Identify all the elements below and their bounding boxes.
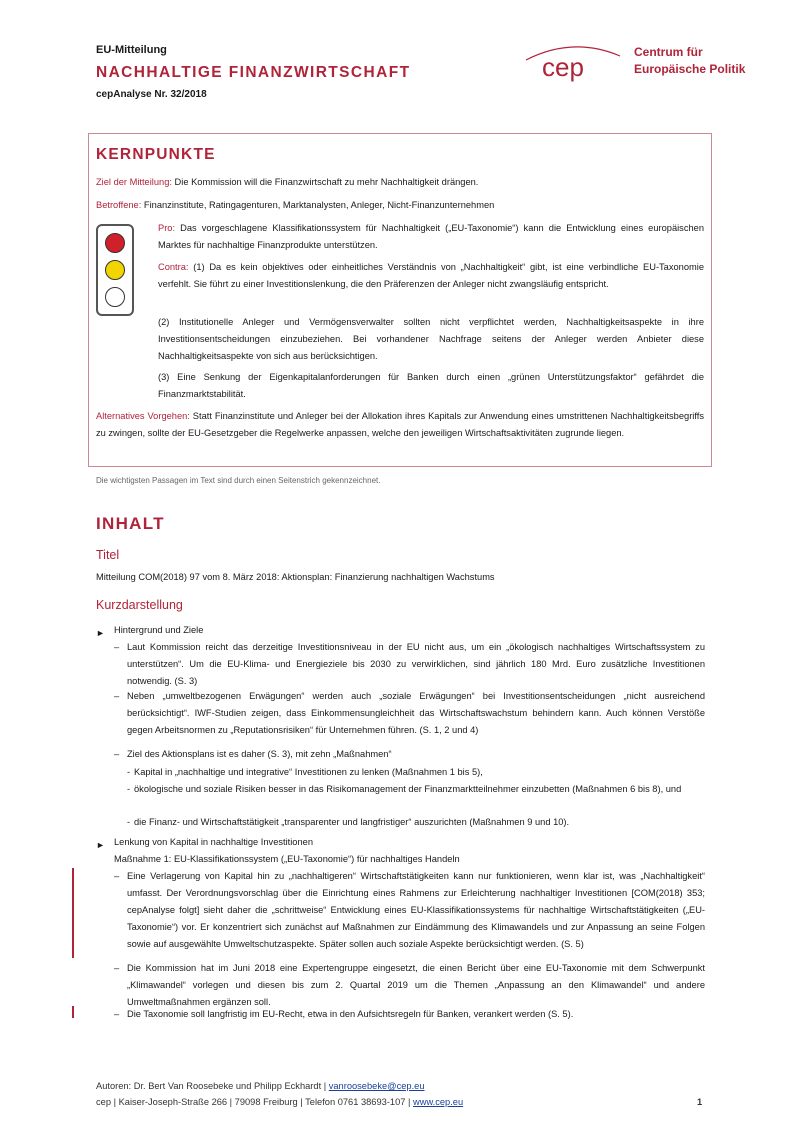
titel-heading: Titel <box>96 548 120 562</box>
analysis-number: cepAnalyse Nr. 32/2018 <box>96 89 207 100</box>
titel-text: Mitteilung COM(2018) 97 vom 8. März 2018: Aktionsplan: Finanzierung nachhaltigen Wachstums <box>96 572 495 582</box>
alternative-label: Alternatives Vorgehen: <box>96 411 190 421</box>
dash-icon: – <box>114 749 120 759</box>
alternative-text: Statt Finanzinstitute und Anleger bei der Allokation ihres Kapitals zur Anwendung eines umstrittenen Nachhaltigkeitsbegriffs zu zwingen, sollte der EU-Gesetzgeber die Regelwerke anpassen, welche den jeweiligen Wirtschaftsaktivitäten zugrunde liegen. <box>96 411 705 438</box>
betroffene-line <box>96 197 696 214</box>
sub-dash-icon: - <box>127 767 131 777</box>
dash-icon: – <box>114 642 120 652</box>
alternative-paragraph <box>96 408 704 442</box>
ziel-line <box>96 174 696 191</box>
document-kind: EU-Mitteilung <box>96 44 167 56</box>
org-name-line2: Europäische Politik <box>634 62 746 76</box>
contra-paragraph <box>158 259 704 293</box>
goal-item-3: die Finanz- und Wirtschaftstätigkeit „transparenter und langfristiger“ auszurichten (Maßnahmen 9 und 10). <box>134 817 570 827</box>
inhalt-title: INHALT <box>96 514 165 533</box>
measure-1-point-3: Die Taxonomie soll langfristig im EU-Recht, etwa in den Aufsichtsregeln für Banken, verankert werden (S. 5). <box>127 1009 574 1019</box>
dash-icon: – <box>114 691 120 701</box>
goal-item-1: Kapital in „nachhaltige und integrative“ Investitionen zu lenken (Maßnahmen 1 bis 5), <box>134 767 483 777</box>
bullet-heading-background: Hintergrund und Ziele <box>114 625 204 635</box>
background-point-2: Neben „umweltbezogenen Erwägungen“ werden auch „soziale Erwägungen“ bei Investitionsentscheidungen „nicht ausreichend berücksichtigt“. IWF-Studien zeigen, dass Einkommensungleichheit das Wirtschaftswachstum behindern kann. Auch können Verstöße gegen Arbeitsnormen zu „Reputationsrisiken“ für Unternehmen führen. (S. 1, 2 und 4) <box>127 691 705 735</box>
authors-text: Autoren: Dr. Bert Van Roosebeke und Philipp Eckhardt | <box>96 1081 329 1091</box>
white-lamp <box>105 287 125 307</box>
org-name-line1: Centrum für <box>634 45 703 59</box>
address-text: cep | Kaiser-Joseph-Straße 266 | 79098 Freiburg | Telefon 0761 38693-107 | <box>96 1097 414 1107</box>
kernpunkte-title: KERNPUNKTE <box>96 146 216 163</box>
website-link[interactable]: www.cep.eu <box>413 1097 464 1107</box>
author-email-link[interactable]: vanroosebeke@cep.eu <box>328 1081 425 1091</box>
measure-1-point-1: Eine Verlagerung von Kapital hin zu „nachhaltigeren“ Wirtschaftstätigkeiten kann nur funktionieren, wenn klar ist, was „Nachhaltigkeit“ umfasst. Der Verordnungsvorschlag über die Einrichtung eines Rahmens zur Erleichterung nachhaltiger Investitionen [COM(2018) 353; cepAnalyse folgt] sieht daher die „schrittweise“ Entwicklung eines EU-Klassifikationssystems für nachhaltige Wirtschaftstätigkeiten („EU-Taxonomie“) vor. Er konzentriert sich zunächst auf Maßnahmen zur Eindämmung des Klimawandels und zur Anpassung an seine Folgen sowie auf ausgewählte Umweltschutzaspekte. Später sollen auch soziale Aspekte berücksichtigt werden. (S. 5) <box>127 871 705 949</box>
dash-icon: – <box>114 963 120 973</box>
pro-label: Pro: <box>158 223 176 233</box>
contra-label: Contra: <box>158 262 189 272</box>
footer-address <box>96 1097 463 1107</box>
traffic-light-icon <box>96 224 134 316</box>
footer-authors <box>96 1081 425 1091</box>
margin-marker <box>72 1006 74 1018</box>
betroffene-text: Finanzinstitute, Ratingagenturen, Marktanalysten, Anleger, Nicht-Finanzunternehmen <box>141 200 495 210</box>
goal-item-2: ökologische und soziale Risiken besser in das Risikomanagement der Finanzmarktteilnehmer einzubetten (Maßnahmen 6 bis 8), und <box>134 784 682 794</box>
sub-dash-icon: - <box>127 784 131 794</box>
bullet-arrow-icon: ► <box>96 840 105 850</box>
dash-icon: – <box>114 1009 120 1019</box>
betroffene-label: Betroffene: <box>96 200 142 210</box>
margin-marker <box>72 868 74 958</box>
ziel-label: Ziel der Mitteilung: <box>96 177 172 187</box>
ziel-text: Die Kommission will die Finanzwirtschaft zu mehr Nachhaltigkeit drängen. <box>171 177 479 187</box>
dash-icon: – <box>114 871 120 881</box>
logo-word: cep <box>542 52 584 82</box>
org-name <box>634 44 745 78</box>
background-point-1: Laut Kommission reicht das derzeitige Investitionsniveau in der EU nicht aus, um ein „ökologisch nachhaltiges Wirtschaftssystem zu unterstützen“. Um die EU-Klima- und Energieziele bis 2030 zu verwirklichen, sind jährlich 180 Mrd. Euro zusätzliche Investitionen notwendig. (S. 3) <box>127 642 705 686</box>
kurzdarstellung-heading: Kurzdarstellung <box>96 598 183 612</box>
contra-point-2: (2) Institutionelle Anleger und Vermögensverwalter sollten nicht verpflichtet werden, Nachhaltigkeitsaspekte in ihre Investitionsentscheidungen einzubeziehen. Bei vorhandener Nachfrage seitens der Anleger werden Anbieter diese Nachhaltigkeitsaspekte von sich aus berücksichtigen. <box>158 317 704 361</box>
red-lamp <box>105 233 125 253</box>
bullet-heading-capital: Lenkung von Kapital in nachhaltige Investitionen <box>114 837 313 847</box>
bullet-arrow-icon: ► <box>96 628 105 638</box>
pro-paragraph <box>158 220 704 254</box>
measure-1-heading: Maßnahme 1: EU-Klassifikationssystem („EU-Taxonomie“) für nachhaltiges Handeln <box>114 854 460 864</box>
contra-text: (1) Da es kein objektives oder einheitliches Verständnis von „Nachhaltigkeit“ gibt, ist eine verbindliche EU-Taxonomie verfehlt. Sie führt zu einer Investitionslenkung, die den Präferenzen der Anleger nicht zwangsläufig entspricht. <box>158 262 704 289</box>
yellow-lamp <box>105 260 125 280</box>
sub-dash-icon: - <box>127 817 131 827</box>
cep-logo <box>518 38 628 88</box>
background-point-3: Ziel des Aktionsplans ist es daher (S. 3), mit zehn „Maßnahmen“ <box>127 749 392 759</box>
measure-1-point-2: Die Kommission hat im Juni 2018 eine Expertengruppe eingesetzt, die einen Bericht über eine EU-Taxonomie mit dem Schwerpunkt „Klimawandel“ vorlegen und diesen bis zum 2. Quartal 2019 um die Themen „Anpassung an den Klimawandel“ und andere Umweltmaßnahmen ergänzen soll. <box>127 963 705 1007</box>
document-title: NACHHALTIGE FINANZWIRTSCHAFT <box>96 64 411 81</box>
contra-point-3: (3) Eine Senkung der Eigenkapitalanforderungen für Banken durch einen „grünen Unterstützungsfaktor“ gefährdet die Finanzmarktstabilität. <box>158 372 704 399</box>
pro-text: Das vorgeschlagene Klassifikationssystem für Nachhaltigkeit („EU-Taxonomie“) kann die Entwicklung eines europäischen Marktes für nachhaltige Finanzprodukte unterstützen. <box>158 223 704 250</box>
page-number: 1 <box>697 1097 703 1107</box>
marking-caption: Die wichtigsten Passagen im Text sind durch einen Seitenstrich gekennzeichnet. <box>96 476 381 485</box>
